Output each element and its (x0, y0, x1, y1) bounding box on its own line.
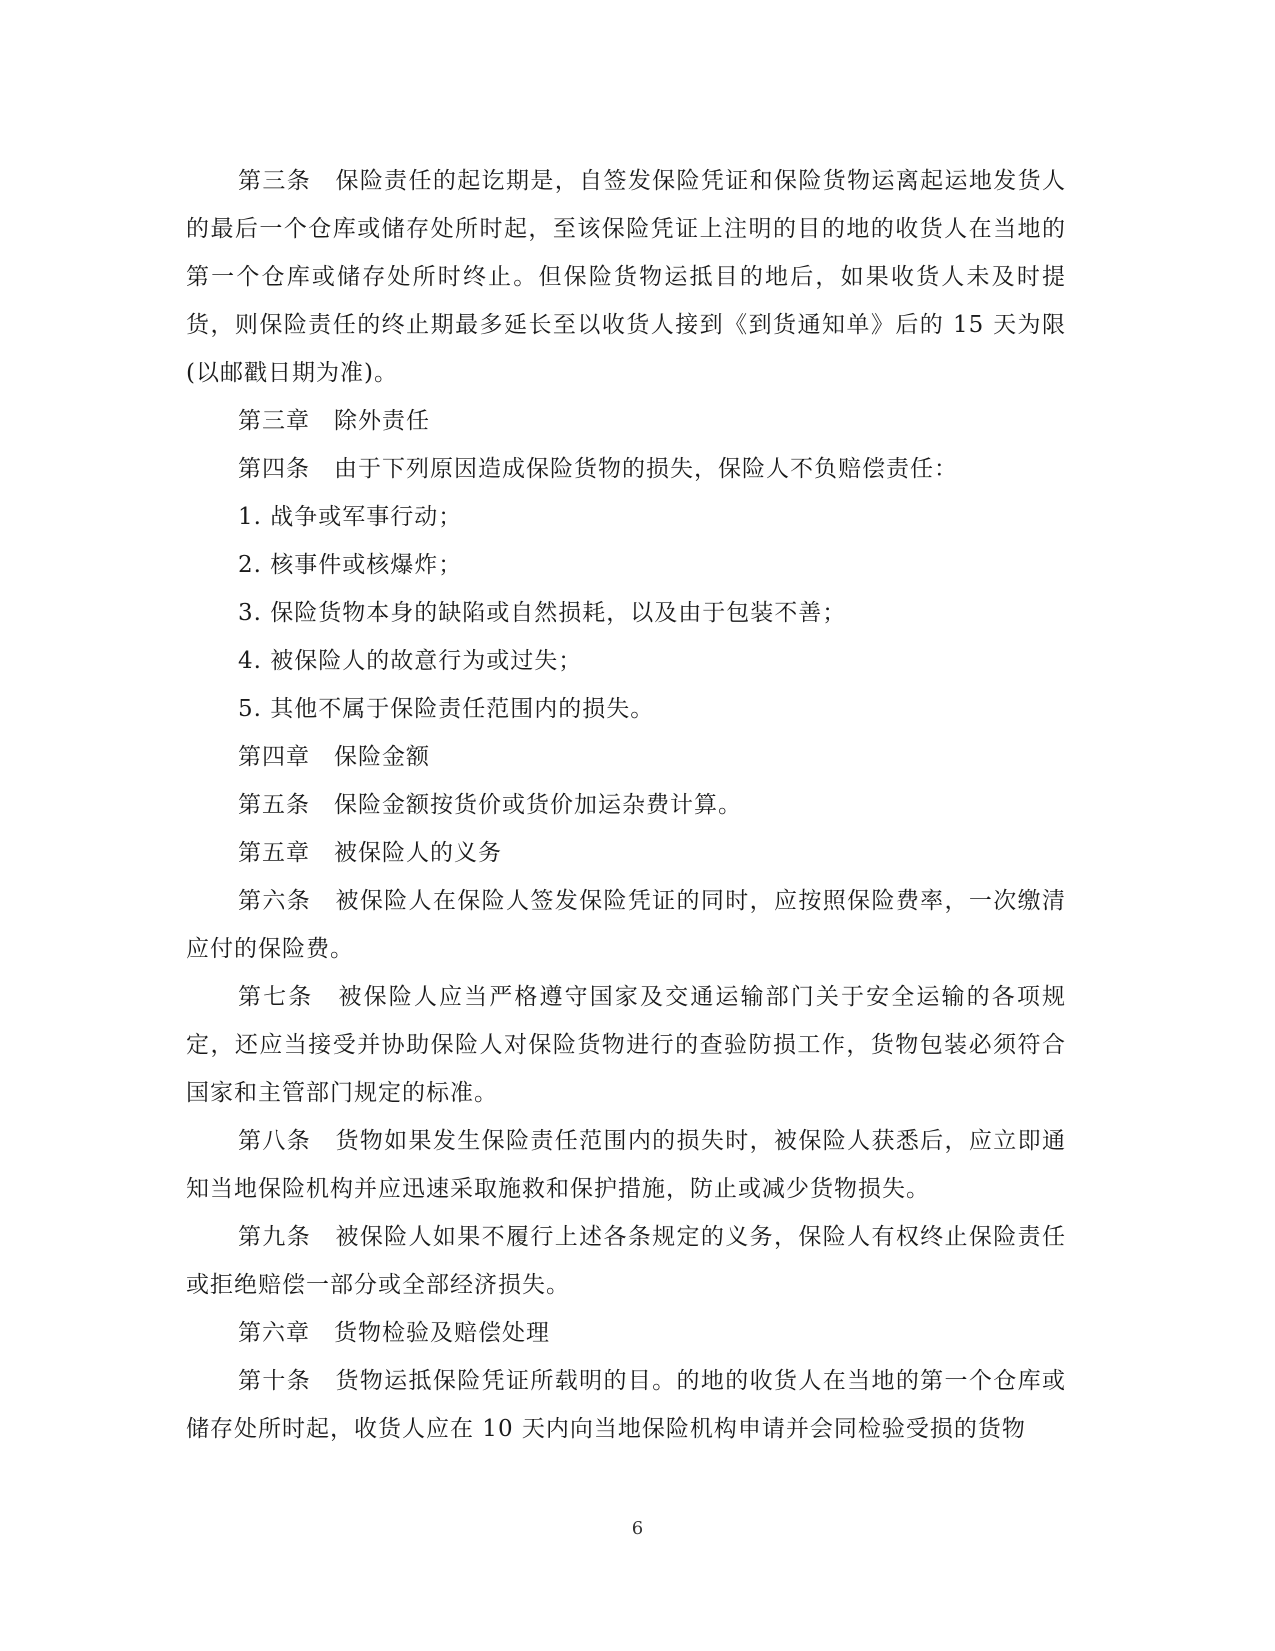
article-9-paragraph: 第九条 被保险人如果不履行上述各条规定的义务，保险人有权终止保险责任或拒绝赔偿一部分或全部经济损失。 (186, 1224, 1066, 1298)
chapter-4-heading: 第四章 保险金额 (238, 744, 430, 770)
list-item-2: 2. 核事件或核爆炸； (238, 552, 463, 578)
article-3-paragraph: 第三条 保险责任的起讫期是，自签发保险凭证和保险货物运离起运地发货人的最后一个仓库或储存处所时起，至该保险凭证上注明的目的地的收货人在当地的第一个仓库或储存处所时终止。但保险货物运抵目的地后，如果收货人未及时提货，则保险责任的终止期最多延长至以收货人接到《到货通知单》后的 15 天为限(以邮戳日期为准)。 (186, 168, 1066, 386)
list-item-3: 3. 保险货物本身的缺陷或自然损耗，以及由于包装不善； (238, 600, 847, 626)
article-8-paragraph: 第八条 货物如果发生保险责任范围内的损失时，被保险人获悉后，应立即通知当地保险机构并应迅速采取施救和保护措施，防止或减少货物损失。 (186, 1128, 1066, 1202)
list-item-1: 1. 战争或军事行动； (238, 504, 463, 530)
list-item-4: 4. 被保险人的故意行为或过失； (238, 648, 583, 674)
article-7-paragraph: 第七条 被保险人应当严格遵守国家及交通运输部门关于安全运输的各项规定，还应当接受并协助保险人对保险货物进行的查验防损工作，货物包装必须符合国家和主管部门规定的标准。 (186, 984, 1066, 1106)
page-number: 6 (631, 1518, 644, 1539)
chapter-3-heading: 第三章 除外责任 (238, 408, 430, 434)
article-10-paragraph: 第十条 货物运抵保险凭证所载明的目。的地的收货人在当地的第一个仓库或储存处所时起，收货人应在 10 天内向当地保险机构申请并会同检验受损的货物 (186, 1368, 1066, 1442)
chapter-5-heading: 第五章 被保险人的义务 (238, 840, 502, 866)
article-4-paragraph: 第四条 由于下列原因造成保险货物的损失，保险人不负赔偿责任： (238, 456, 958, 482)
document-body (186, 157, 1066, 1453)
article-5-paragraph: 第五条 保险金额按货价或货价加运杂费计算。 (238, 792, 742, 818)
article-6-paragraph: 第六条 被保险人在保险人签发保险凭证的同时，应按照保险费率，一次缴清应付的保险费。 (186, 888, 1066, 962)
chapter-6-heading: 第六章 货物检验及赔偿处理 (238, 1320, 550, 1346)
list-item-5: 5. 其他不属于保险责任范围内的损失。 (238, 696, 655, 722)
